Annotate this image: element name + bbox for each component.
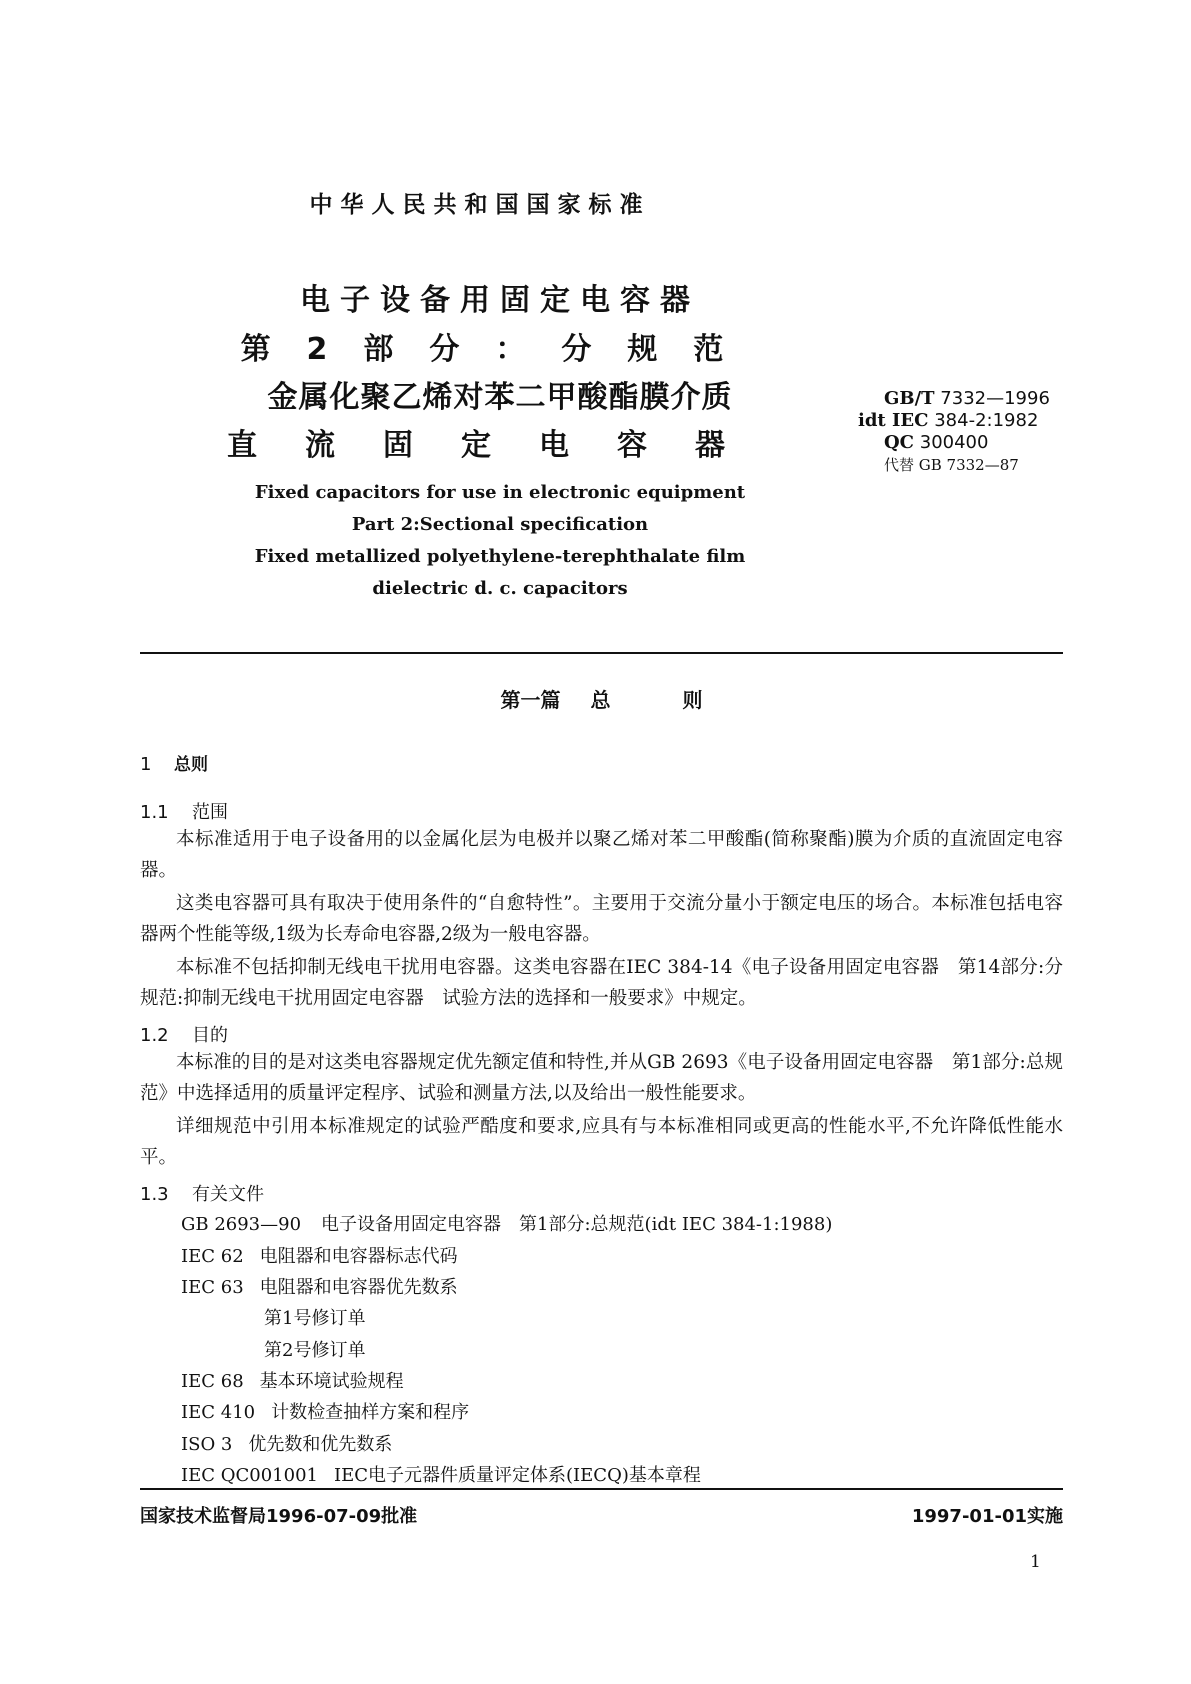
ref-code: ISO 3: [181, 1434, 233, 1455]
ref-code: IEC QC001001: [181, 1465, 318, 1486]
part-heading: [140, 684, 1063, 713]
ref-code: IEC 410: [181, 1402, 256, 1423]
title-en-line-2: Part 2:Sectional specification: [351, 514, 649, 535]
idt-code: [858, 410, 1050, 432]
title-cn-line-3: 金属化聚乙烯对苯二甲酸酯膜介质: [267, 380, 733, 415]
subsection-1-3-heading: [140, 1180, 264, 1206]
reference-item: [181, 1398, 469, 1424]
implementation-note: 1997-01-01实施: [911, 1506, 1063, 1527]
reference-item: [181, 1430, 392, 1456]
ref-code: IEC 62: [181, 1246, 244, 1267]
title-en-line-4: dielectric d. c. capacitors: [372, 578, 628, 599]
ref-title: 计数检查抽样方案和程序: [271, 1402, 470, 1423]
paragraph: 本标准的目的是对这类电容器规定优先额定值和特性,并从GB 2693《电子设备用固定电容器 第1部分:总规范》中选择适用的质量评定程序、试验和测量方法,以及给出一般性能要求。: [140, 1052, 1063, 1104]
reference-item: [181, 1461, 701, 1487]
replaces-note: 代替 GB 7332—87: [884, 456, 1019, 474]
ref-title: 基本环境试验规程: [259, 1371, 404, 1392]
paragraph: 本标准不包括抑制无线电干扰用电容器。这类电容器在IEC 384-14《电子设备用固定电容器 第14部分:分规范:抑制无线电干扰用固定电容器 试验方法的选择和一般要求》中规定。: [140, 957, 1063, 1009]
reference-item: [181, 1273, 458, 1299]
subsection-number: 1.2: [140, 1025, 169, 1046]
section-number: 1: [140, 754, 152, 775]
standard-codes: [858, 388, 1050, 476]
idt-number: 384-2:1982: [934, 410, 1039, 431]
paragraph: 详细规范中引用本标准规定的试验严酷度和要求,应具有与本标准相同或更高的性能水平,不允许降低性能水平。: [140, 1116, 1063, 1168]
reference-amendment: 第1号修订单: [264, 1308, 366, 1329]
reference-item: [181, 1242, 458, 1268]
gb-prefix: GB/T: [884, 388, 935, 409]
subsection-number: 1.3: [140, 1184, 169, 1205]
subsection-number: 1.1: [140, 802, 169, 823]
gb-number: 7332—1996: [940, 388, 1050, 409]
part-label: 第一篇: [500, 688, 561, 712]
subsection-title: 目的: [192, 1025, 228, 1046]
reference-amendment: 第2号修订单: [264, 1340, 366, 1361]
approval-note: 国家技术监督局1996-07-09批准: [140, 1506, 418, 1527]
qc-code: [858, 432, 1050, 454]
section-1-heading: [140, 750, 208, 775]
part-name-b: 则: [682, 688, 703, 712]
gb-code: [858, 388, 1050, 410]
subsection-1-1-heading: [140, 798, 228, 824]
title-cn-line-2: 第2部分：分规范: [240, 332, 760, 367]
footer-divider: [140, 1488, 1063, 1490]
subsection-title: 有关文件: [192, 1184, 264, 1205]
header-divider: [140, 652, 1063, 654]
ref-title: 优先数和优先数系: [248, 1434, 393, 1455]
qc-prefix: QC: [884, 432, 915, 453]
ref-title: 电阻器和电容器优先数系: [259, 1277, 458, 1298]
ref-title: IEC电子元器件质量评定体系(IECQ)基本章程: [334, 1465, 701, 1486]
ref-code: GB 2693—90: [181, 1214, 302, 1235]
subsection-title: 范围: [192, 802, 228, 823]
paragraph: 本标准适用于电子设备用的以金属化层为电极并以聚乙烯对苯二甲酸酯(简称聚酯)膜为介质的直流固定电容器。: [140, 829, 1063, 881]
paragraph: 这类电容器可具有取决于使用条件的“自愈特性”。主要用于交流分量小于额定电压的场合。本标准包括电容器两个性能等级,1级为长寿命电容器,2级为一般电容器。: [140, 893, 1063, 945]
title-cn-line-4: 直流固定电容器: [227, 428, 773, 463]
ref-code: IEC 68: [181, 1371, 244, 1392]
national-standard-heading: 中华人民共和国国家标准: [309, 192, 651, 218]
part-name-a: 总: [590, 688, 611, 712]
subsection-1-2-heading: [140, 1021, 228, 1047]
title-en-line-1: Fixed capacitors for use in electronic equipment: [254, 482, 746, 503]
page-number: 1: [1030, 1552, 1041, 1572]
section-title: 总则: [174, 755, 208, 775]
reference-item: [181, 1367, 404, 1393]
idt-prefix: idt IEC: [858, 410, 929, 431]
ref-title: 电阻器和电容器标志代码: [259, 1246, 458, 1267]
title-cn-line-1: 电子设备用固定电容器: [300, 283, 700, 318]
qc-number: 300400: [919, 432, 989, 453]
title-en-line-3: Fixed metallized polyethylene-terephthalate film: [254, 546, 746, 567]
ref-title: 电子设备用固定电容器 第1部分:总规范(idt IEC 384-1:1988): [321, 1214, 833, 1235]
ref-code: IEC 63: [181, 1277, 244, 1298]
reference-item: [181, 1210, 832, 1236]
